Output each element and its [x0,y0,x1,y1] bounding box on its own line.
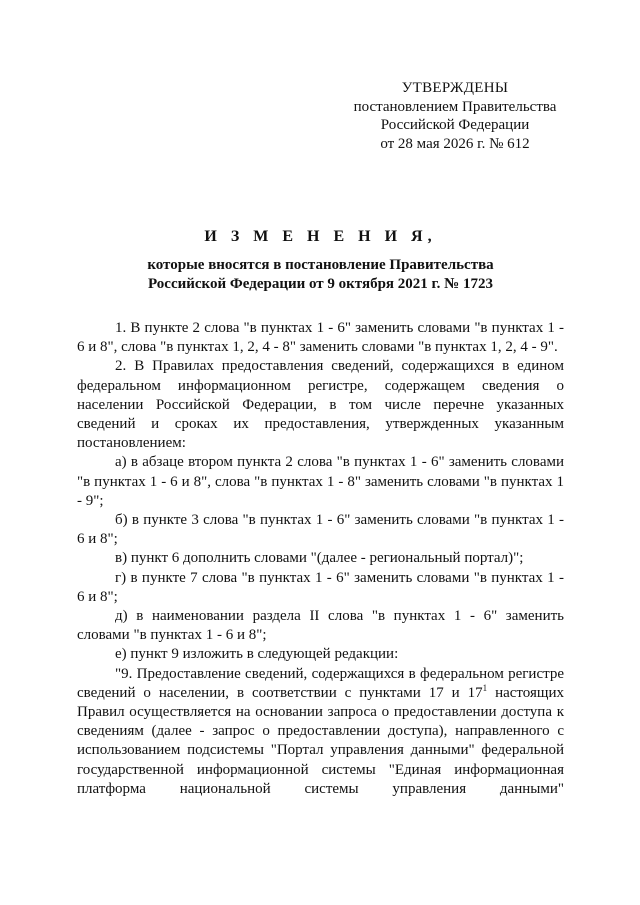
paragraph-1: 1. В пункте 2 слова "в пунктах 1 - 6" заменить словами "в пунктах 1 - 6 и 8", слова "в пунктах 1, 2, 4 - 8" заменить словами "в пунктах 1, 2, 4 - 9". [77,320,564,356]
paragraph-2e: д) в наименовании раздела II слова "в пунктах 1 - 6" заменить словами "в пунктах 1 - 6 и 8"; [77,608,564,644]
paragraph-2: 2. В Правилах предоставления сведений, содержащихся в едином федеральном информационном регистре, содержащем сведения о населении Российской Федерации, в том числе перечне указанных сведений и сроках их предоставления, утвержденных указанным постановлением: [77,358,564,452]
superscript-marker: 1 [482,682,488,693]
document-subtitle [77,256,564,293]
paragraph-2b: б) в пункте 3 слова "в пунктах 1 - 6" заменить словами "в пунктах 1 - 6 и 8"; [77,512,564,548]
paragraph-2a: а) в абзаце втором пункта 2 слова "в пунктах 1 - 6" заменить словами "в пунктах 1 - 6 и 8", слова "в пунктах 1 - 8" заменить словами "в пунктах 1 - 9"; [77,454,564,509]
document-subtitle-line-2: Российской Федерации от 9 октября 2021 г. № 1723 [148,275,493,292]
document-title: И З М Е Н Е Н И Я, [204,228,437,245]
approval-line-1: постановлением Правительства [353,98,557,115]
quoted-paragraph-text-start: "9. Предоставление сведений, содержащихся в федеральном регистре сведений о населении, в соответствии с пунктами 17 и 17 [77,665,564,701]
approval-line-3: от 28 мая 2026 г. № 612 [380,135,530,152]
paragraph-2d: г) в пункте 7 слова "в пунктах 1 - 6" заменить словами "в пунктах 1 - 6 и 8"; [77,569,564,605]
document-subtitle-line-1: которые вносятся в постановление Правительства [147,257,494,273]
paragraph-2f: е) пункт 9 изложить в следующей редакции: [115,646,399,663]
document-title-block [77,226,564,293]
approval-line-2: Российской Федерации [380,117,530,133]
approval-title: УТВЕРЖДЕНЫ [401,80,509,96]
quoted-paragraph-text-end: настоящих Правил осуществляется на основании запроса о предоставлении доступа к сведениям (далее - запрос о предоставлении доступа), направленного с использованием подсистемы "Портал управления данными" федеральной государственной информационной системы "Единая информационная платформа национальной системы управления данными" [77,684,564,797]
quoted-paragraph-9 [77,665,564,799]
paragraph-2c: в) пункт 6 дополнить словами "(далее - региональный портал)"; [115,550,524,567]
approval-block [345,79,565,153]
document-body [77,319,564,799]
